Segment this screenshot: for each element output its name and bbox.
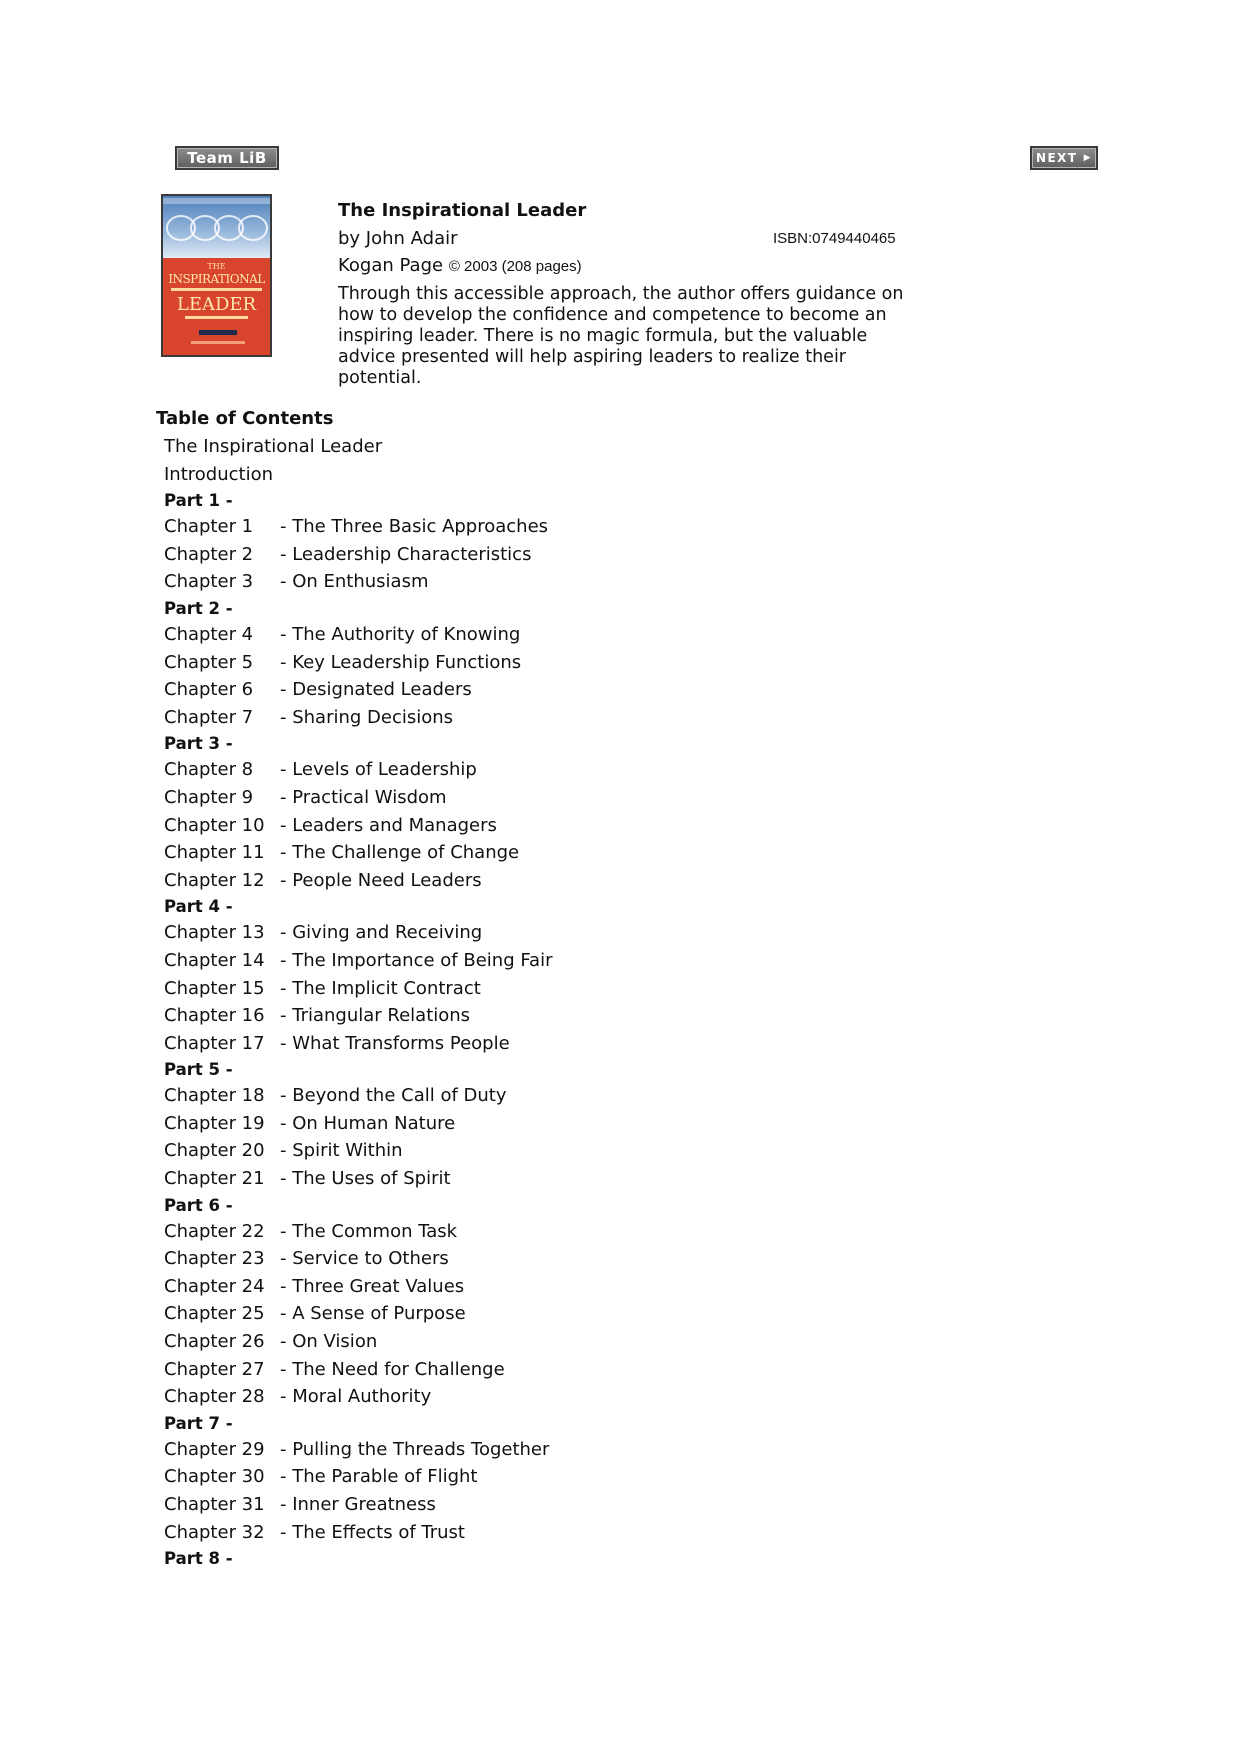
toc-entry[interactable] xyxy=(164,1165,552,1193)
next-label: NEXT xyxy=(1035,151,1078,165)
toc-chapter-number: Chapter 20 xyxy=(164,1140,265,1162)
toc-entry-link[interactable] xyxy=(164,1085,507,1106)
toc-chapter-title: - Designated Leaders xyxy=(280,679,472,701)
toc-chapter-title: - Service to Others xyxy=(280,1248,449,1270)
toc-chapter-number: Chapter 6 xyxy=(164,679,254,701)
toc-entry-link[interactable] xyxy=(164,464,273,485)
toc-entry-link[interactable] xyxy=(164,544,531,565)
toc-entry[interactable] xyxy=(164,784,552,812)
toc-entry-link[interactable] xyxy=(164,1033,510,1054)
toc-entry[interactable] xyxy=(164,461,552,489)
toc-chapter-number: Chapter 9 xyxy=(164,786,254,808)
toc-chapter-number: Chapter 28 xyxy=(164,1386,265,1408)
toc-chapter-title: - On Vision xyxy=(280,1331,378,1353)
toc-chapter-title: - Inner Greatness xyxy=(280,1494,436,1515)
toc-chapter-title: - The Effects of Trust xyxy=(280,1521,465,1543)
cover-sky xyxy=(163,196,270,258)
toc-part-heading: Part 8 - xyxy=(164,1549,233,1569)
toc-chapter-number: Chapter 31 xyxy=(164,1494,265,1515)
toc-entry-link[interactable] xyxy=(164,679,472,700)
toc-chapter-number: Chapter 4 xyxy=(164,623,254,645)
toc-chapter-number: Chapter 11 xyxy=(164,842,265,864)
cover-line-3: LEADER xyxy=(176,294,257,315)
toc-entry-link[interactable] xyxy=(164,516,548,537)
toc-chapter-number: Chapter 22 xyxy=(164,1220,265,1242)
toc-entry[interactable] xyxy=(164,756,552,784)
toc-chapter-number: Chapter 29 xyxy=(164,1438,265,1460)
toc-entry[interactable] xyxy=(164,1328,552,1356)
toc-entry[interactable] xyxy=(164,676,552,704)
toc-entry-link[interactable] xyxy=(164,1522,465,1543)
toc-entry[interactable] xyxy=(164,1273,552,1301)
toc-heading: Table of Contents xyxy=(156,408,334,429)
cover-line-2: INSPIRATIONAL xyxy=(168,272,265,286)
toc-chapter-number: Chapter 16 xyxy=(164,1005,265,1027)
toc-entry[interactable] xyxy=(164,1491,552,1519)
toc-chapter-number: Chapter 27 xyxy=(164,1358,265,1380)
toc-entry-link[interactable] xyxy=(164,1276,464,1297)
toc-chapter-number: Chapter 17 xyxy=(164,1032,265,1054)
toc-entry-link[interactable] xyxy=(164,1113,455,1134)
book-isbn: ISBN:0749440465 xyxy=(773,230,896,247)
toc-entry-link[interactable] xyxy=(164,842,519,863)
toc-entry[interactable] xyxy=(164,975,552,1003)
toc-chapter-title: - The Uses of Spirit xyxy=(280,1168,451,1190)
toc-chapter-number: Chapter 19 xyxy=(164,1112,265,1134)
toc-chapter-number: Chapter 3 xyxy=(164,571,254,593)
toc-chapter-number: Chapter 30 xyxy=(164,1466,265,1488)
toc-chapter-title: - The Implicit Contract xyxy=(280,977,481,999)
toc-entry[interactable] xyxy=(164,919,552,947)
toc-chapter-title: - Leaders and Managers xyxy=(280,814,497,836)
toc-chapter-title: - People Need Leaders xyxy=(280,869,482,891)
book-cover-image xyxy=(161,194,272,357)
book-title: The Inspirational Leader xyxy=(338,200,587,221)
toc-entry[interactable] xyxy=(164,541,552,569)
toc-entry[interactable] xyxy=(164,812,552,840)
toc-chapter-number: Chapter 10 xyxy=(164,814,265,836)
toc-chapter-title: - On Enthusiasm xyxy=(280,571,429,593)
toc-chapter-title: - The Three Basic Approaches xyxy=(280,516,549,538)
toc-chapter-title: - The Parable of Flight xyxy=(280,1466,478,1488)
toc-entry[interactable] xyxy=(164,621,552,649)
toc-entry-link[interactable] xyxy=(164,950,552,971)
toc-chapter-number: Chapter 18 xyxy=(164,1085,265,1107)
toc-chapter-number: Chapter 25 xyxy=(164,1303,265,1325)
toc-entry[interactable] xyxy=(164,1137,552,1165)
toc-chapter-title: - Pulling the Threads Together xyxy=(280,1438,550,1460)
toc-chapter-title: - Spirit Within xyxy=(280,1140,403,1162)
toc-chapter-title: - A Sense of Purpose xyxy=(280,1303,466,1325)
toc-part-heading: Part 6 - xyxy=(164,1195,233,1215)
toc-entry[interactable] xyxy=(164,1356,552,1384)
toc-chapter-title: - What Transforms People xyxy=(280,1032,510,1054)
toc-entry[interactable] xyxy=(164,1245,552,1273)
toc-entry-link[interactable] xyxy=(164,1359,505,1380)
toc-entry[interactable] xyxy=(164,1030,552,1058)
toc-entry[interactable] xyxy=(164,1002,552,1030)
toc-entry[interactable] xyxy=(164,1436,552,1464)
toc-entry-link[interactable] xyxy=(164,1140,403,1161)
toc-entry-link[interactable] xyxy=(164,571,429,592)
toc-chapter-number: Chapter 15 xyxy=(164,977,265,999)
toc-entry-link[interactable] xyxy=(164,1466,477,1487)
toc-entry[interactable] xyxy=(164,1383,552,1411)
toc-chapter-title: The Inspirational Leader xyxy=(164,436,383,457)
toc-chapter-title: - Key Leadership Functions xyxy=(280,651,522,673)
toc-chapter-number: Chapter 13 xyxy=(164,922,265,944)
table-of-contents xyxy=(156,408,552,1571)
toc-chapter-title: - Leadership Characteristics xyxy=(280,543,532,565)
toc-chapter-number: Chapter 26 xyxy=(164,1331,265,1353)
toc-entry[interactable] xyxy=(164,649,552,677)
book-publisher: Kogan Page xyxy=(338,255,444,276)
toc-entry[interactable] xyxy=(164,704,552,732)
book-info xyxy=(338,200,908,389)
toc-entry[interactable] xyxy=(164,1300,552,1328)
next-arrow-icon: ▶ xyxy=(1083,153,1093,163)
toc-chapter-title: - The Need for Challenge xyxy=(280,1358,505,1380)
toc-entry[interactable] xyxy=(164,513,552,541)
toc-entry[interactable] xyxy=(164,1082,552,1110)
toc-chapter-title: - Triangular Relations xyxy=(280,1005,471,1027)
toc-entry[interactable] xyxy=(164,433,552,461)
toc-entry-link[interactable] xyxy=(164,1494,436,1515)
toc-chapter-title: - Moral Authority xyxy=(280,1386,432,1408)
toc-chapter-number: Chapter 14 xyxy=(164,949,265,971)
toc-entry-link[interactable] xyxy=(164,1303,466,1324)
book-description: Through this accessible approach, the author offers guidance on how to develop the confidence and competence to become an inspiring leader. There is no magic formula, but the valuable advice presented will help aspiring leaders to realize their potential. xyxy=(338,284,904,388)
toc-chapter-title: - Giving and Receiving xyxy=(280,922,483,944)
toc-chapter-title: - Sharing Decisions xyxy=(280,706,454,728)
toc-entry[interactable] xyxy=(164,1519,552,1547)
toc-chapter-number: Chapter 32 xyxy=(164,1521,265,1543)
toc-entry-link[interactable] xyxy=(164,1221,457,1242)
toc-chapter-title: - Practical Wisdom xyxy=(280,786,447,808)
toc-chapter-title: - The Authority of Knowing xyxy=(280,623,521,645)
toc-part-heading: Part 5 - xyxy=(164,1060,233,1080)
toc-chapter-number: Chapter 12 xyxy=(164,869,265,891)
toc-entry-link[interactable] xyxy=(164,1005,470,1026)
toc-entry-link[interactable] xyxy=(164,922,482,943)
toc-chapter-title: - On Human Nature xyxy=(280,1112,456,1134)
toc-part-heading: Part 1 - xyxy=(164,491,233,511)
toc-part-heading: Part 3 - xyxy=(164,734,233,754)
toc-entry-link[interactable] xyxy=(164,1331,377,1352)
toc-entry-link[interactable] xyxy=(164,624,520,645)
toc-entry[interactable] xyxy=(164,839,552,867)
toc-entry-link[interactable] xyxy=(164,815,497,836)
next-button[interactable] xyxy=(1030,146,1098,170)
toc-entry-link[interactable] xyxy=(164,1168,451,1189)
team-lib-button[interactable] xyxy=(175,146,279,170)
toc-entry[interactable] xyxy=(164,947,552,975)
toc-part-heading: Part 7 - xyxy=(164,1413,233,1433)
toc-part-heading: Part 4 - xyxy=(164,897,233,917)
toc-entry-link[interactable] xyxy=(164,707,453,728)
toc-chapter-title: - The Challenge of Change xyxy=(280,842,520,864)
toc-chapter-number: Chapter 24 xyxy=(164,1275,265,1297)
toc-chapter-title: - Three Great Values xyxy=(280,1275,465,1297)
toc-chapter-title: - Beyond the Call of Duty xyxy=(280,1085,507,1107)
toc-chapter-title: - Levels of Leadership xyxy=(280,759,477,781)
toc-chapter-number: Chapter 8 xyxy=(164,759,254,781)
book-publisher-line xyxy=(338,255,908,278)
toc-entry-link[interactable] xyxy=(164,978,481,999)
toc-chapter-number: Chapter 5 xyxy=(164,651,254,673)
toc-entry-link[interactable] xyxy=(164,1248,449,1269)
toc-entry[interactable] xyxy=(164,1463,552,1491)
team-lib-label: Team LiB xyxy=(187,149,267,167)
toc-entry[interactable] xyxy=(164,1110,552,1138)
toc-entry[interactable] xyxy=(164,867,552,895)
book-pub-details: © 2003 (208 pages) xyxy=(448,258,582,275)
toc-entry[interactable] xyxy=(164,568,552,596)
cover-line-1: THE xyxy=(207,262,226,271)
toc-part-heading: Part 2 - xyxy=(164,598,233,618)
toc-chapter-title: - The Common Task xyxy=(280,1220,458,1242)
toc-chapter-title: Introduction xyxy=(164,463,274,485)
toc-entry-link[interactable] xyxy=(164,436,382,457)
toc-chapter-number: Chapter 21 xyxy=(164,1168,265,1190)
toc-entry-link[interactable] xyxy=(164,787,447,808)
book-author: by John Adair xyxy=(338,228,458,249)
toc-entry[interactable] xyxy=(164,1218,552,1246)
toc-chapter-number: Chapter 2 xyxy=(164,543,254,565)
toc-entry-link[interactable] xyxy=(164,1439,549,1460)
toc-entry-link[interactable] xyxy=(164,1386,431,1407)
toc-chapter-number: Chapter 7 xyxy=(164,706,254,728)
toc-chapter-number: Chapter 23 xyxy=(164,1248,265,1270)
toc-list xyxy=(164,433,552,1571)
toc-entry-link[interactable] xyxy=(164,870,482,891)
toc-entry-link[interactable] xyxy=(164,759,477,780)
toc-entry-link[interactable] xyxy=(164,652,521,673)
toc-chapter-title: - The Importance of Being Fair xyxy=(280,949,553,971)
toc-chapter-number: Chapter 1 xyxy=(164,516,254,538)
